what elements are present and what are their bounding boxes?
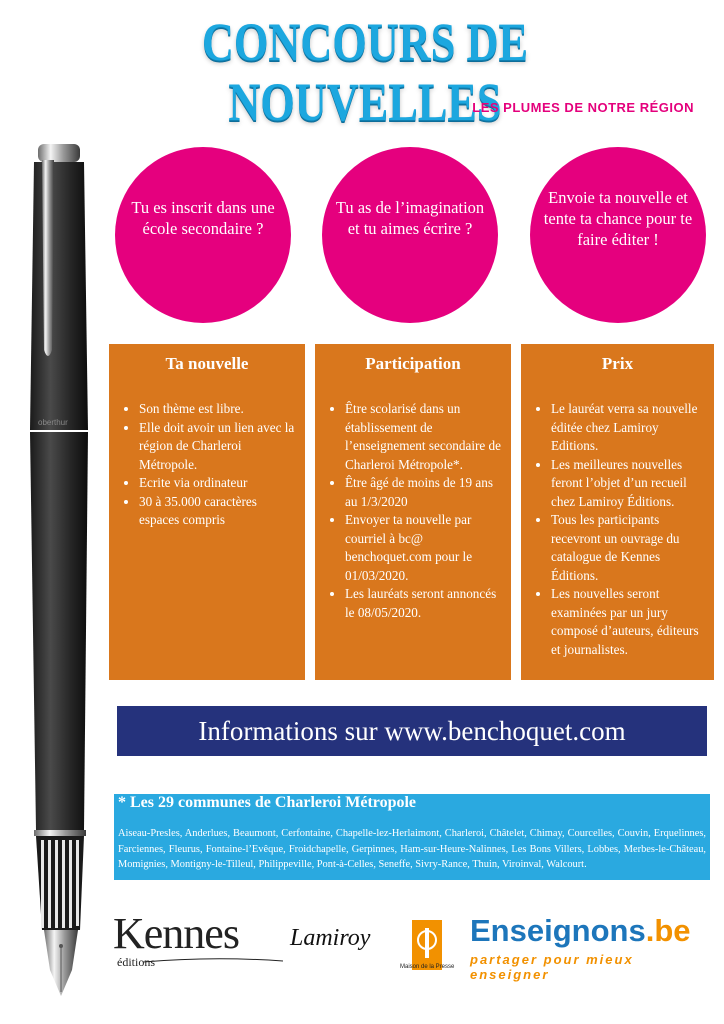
page-subtitle: LES PLUMES DE NOTRE RÉGION xyxy=(472,100,694,115)
enseignons-logo xyxy=(470,912,710,982)
list-item: • Tous les participants recevront un ouvrage du catalogue de Kennes Éditions. xyxy=(551,511,708,585)
svg-text:oberthur: oberthur xyxy=(38,418,68,427)
circle-text: Tu as de l’imagination et tu aimes écrire ? xyxy=(335,198,485,238)
info-banner-website[interactable]: Informations sur www.benchoquet.com xyxy=(117,706,707,756)
list-item: • Elle doit avoir un lien avec la région de Charleroi Métropole. xyxy=(139,419,299,475)
enseignons-main: Enseignons xyxy=(470,913,646,948)
box-title: Prix xyxy=(601,354,634,373)
list-item: • Être âgé de moins de 19 ans au 1/3/2020 xyxy=(345,474,505,511)
kennes-logo xyxy=(113,909,263,973)
box-title: Ta nouvelle xyxy=(165,354,249,373)
lamiroy-logo: Lamiroy xyxy=(290,925,371,951)
maison-presse-label: Maison de la Presse xyxy=(400,964,455,970)
enseignons-tld: .be xyxy=(645,913,691,948)
list-item: • Le lauréat verra sa nouvelle éditée chez Lamiroy Editions. xyxy=(551,400,708,456)
list-item: • Les meilleures nouvelles feront l’objet d’un recueil chez Lamiroy Éditions. xyxy=(551,456,708,512)
list-item: • Ecrite via ordinateur xyxy=(139,474,299,493)
box-ta-nouvelle xyxy=(109,344,305,680)
list-item: • 30 à 35.000 caractères espaces compris xyxy=(139,493,299,530)
circle-text: Envoie ta nouvelle et tente ta chance pour te faire éditer ! xyxy=(543,187,693,249)
box-participation xyxy=(315,344,511,680)
kennes-swoosh-icon xyxy=(143,958,283,964)
enseignons-tagline: partager pour mieux enseigner xyxy=(470,952,634,982)
page-title: CONCOURS DE NOUVELLES xyxy=(201,12,528,132)
communes-panel xyxy=(114,794,710,880)
circle-question-imagination xyxy=(322,147,498,323)
box-list xyxy=(521,400,714,659)
box-prix xyxy=(521,344,714,680)
list-item: • Envoyer ta nouvelle par courriel à bc@ benchoquet.com pour le 01/03/2020. xyxy=(345,511,505,585)
list-item: • Les nouvelles seront examinées par un jury composé d’auteurs, éditeurs et journalistes. xyxy=(551,585,708,659)
circle-text: Tu es inscrit dans une école secondaire ? xyxy=(131,198,275,238)
communes-title: * Les 29 communes de Charleroi Métropole xyxy=(118,794,417,811)
fountain-pen-illustration xyxy=(14,140,104,1000)
circle-call-to-action xyxy=(530,147,706,323)
list-item: • Les lauréats seront annoncés le 08/05/2020. xyxy=(345,585,505,622)
kennes-logo-name: Kennes xyxy=(113,909,239,958)
communes-list: Aiseau-Presles, Anderlues, Beaumont, Cerfontaine, Chapelle-lez-Herlaimont, Charleroi, Châtelet, Chimay, Courcelles, Couvin, Erquelinnes, Farciennes, Fleurus, Fontaine-l’Evêque, Froidchapelle, Gerpinnes, Ham-sur-Heure-Nalinnes, Les Bons Villers, Lobbes, Merbes-le-Château, Momignies, Montigny-le-Tilleul, Philippeville, Pont-à-Celles, Seneffe, Sivry-Rance, Thuin, Viroinval, Walcourt. xyxy=(118,828,706,870)
list-item: • Être scolarisé dans un établissement de l’enseignement secondaire de Charleroi Métropole*. xyxy=(345,400,505,474)
box-title: Participation xyxy=(365,354,461,373)
circle-question-school xyxy=(115,147,291,323)
list-item: • Son thème est libre. xyxy=(139,400,299,419)
box-list xyxy=(315,400,511,622)
maison-presse-logo xyxy=(400,918,456,974)
kennes-logo-sub: éditions xyxy=(117,955,155,969)
box-list xyxy=(109,400,305,530)
